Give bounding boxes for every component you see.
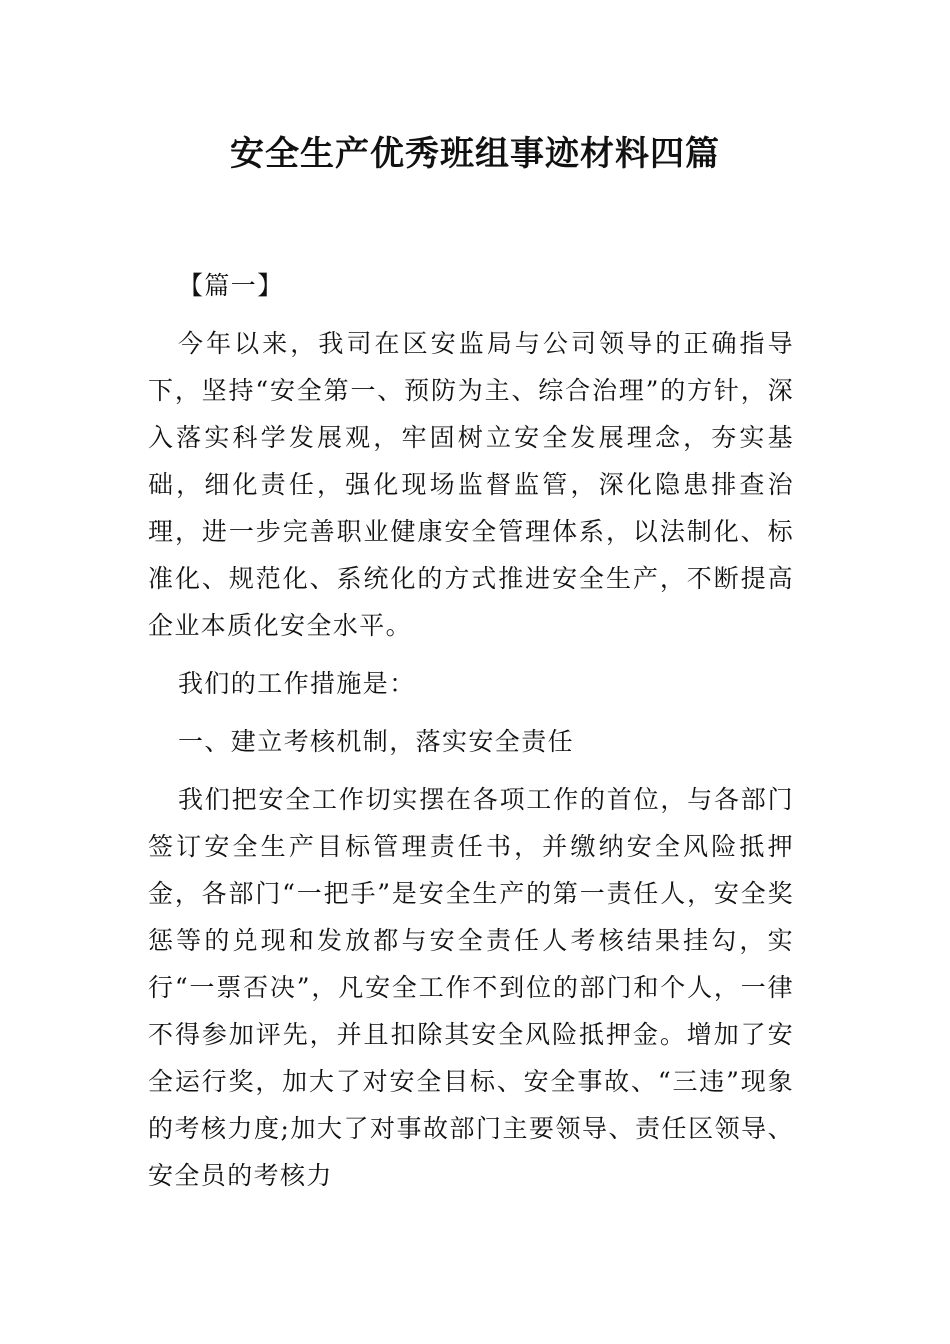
paragraph-measures-lead: 我们的工作措施是： xyxy=(178,669,416,698)
document-title: 安全生产优秀班组事迹材料四篇 xyxy=(230,134,720,174)
section-label: 【篇一】 xyxy=(178,271,284,300)
document-body xyxy=(148,262,794,1210)
heading-item-1: 一、建立考核机制，落实安全责任 xyxy=(178,727,575,756)
paragraph-item-1-body: 我们把安全工作切实摆在各项工作的首位，与各部门签订安全生产目标管理责任书，并缴纳安全风险抵押金，各部门“一把手”是安全生产的第一责任人，安全奖惩等的兑现和发放都与安全责任人考核结果挂勾，实行“一票否决”，凡安全工作不到位的部门和个人，一律不得参加评先，并且扣除其安全风险抵押金。增加了安全运行奖，加大了对安全目标、安全事故、“三违”现象的考核力度;加大了对事故部门主要领导、责任区领导、安全员的考核力 xyxy=(148,785,794,1190)
paragraph-intro: 今年以来，我司在区安监局与公司领导的正确指导下，坚持“安全第一、预防为主、综合治理”的方针，深入落实科学发展观，牢固树立安全发展理念，夯实基础，细化责任，强化现场监督监管，深化隐患排查治理，进一步完善职业健康安全管理体系，以法制化、标准化、规范化、系统化的方式推进安全生产，不断提高企业本质化安全水平。 xyxy=(148,329,794,640)
